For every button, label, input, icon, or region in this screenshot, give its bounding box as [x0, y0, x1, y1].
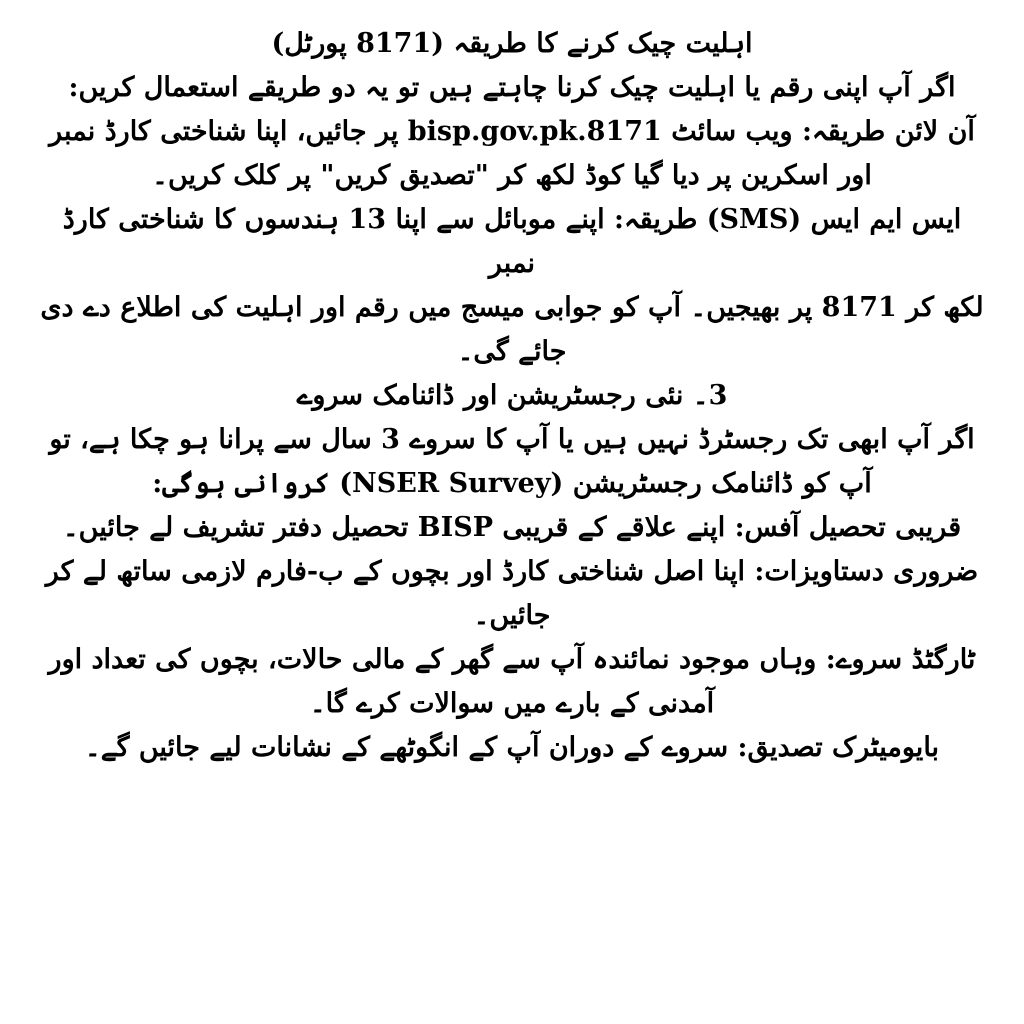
targeted-survey-paragraph [40, 638, 984, 726]
sms-method-line-2: لکھ کر 8171 پر بھیجیں۔ آپ کو جوابی میسج میں رقم اور اہلیت کی اطلاع دے دی [40, 292, 984, 323]
tehsil-office-paragraph [40, 506, 984, 550]
title-line: اہلیت چیک کرنے کا طریقہ (8171 پورٹل) [271, 28, 753, 59]
online-method-line-2: اور اسکرین پر دیا گیا کوڈ لکھ کر "تصدیق کریں" پر کلک کریں۔ [152, 160, 872, 191]
section-3-heading [40, 374, 984, 418]
targeted-survey-line-2: آمدنی کے بارے میں سوالات کرے گا۔ [309, 688, 715, 719]
intro-line: اگر آپ اپنی رقم یا اہلیت چیک کرنا چاہتے ہیں تو یہ دو طریقے استعمال کریں: [68, 72, 956, 103]
sms-method-line-3: جائے گی۔ [457, 336, 567, 367]
sms-method-paragraph [40, 198, 984, 374]
intro-paragraph [40, 66, 984, 110]
online-method-line-1: آن لائن طریقہ: ویب سائٹ 8171.bisp.gov.pk پر جائیں، اپنا شناختی کارڈ نمبر [49, 116, 975, 147]
section-3-intro-paragraph [40, 418, 984, 506]
section-3-intro-line-1: اگر آپ ابھی تک رجسٹرڈ نہیں ہیں یا آپ کا سروے 3 سال سے پرانا ہو چکا ہے، تو [49, 424, 975, 455]
section-3-intro-line-2: آپ کو ڈائنامک رجسٹریشن (NSER Survey) کروانی ہوگی: [152, 468, 872, 499]
biometric-line: بایومیٹرک تصدیق: سروے کے دوران آپ کے انگوٹھے کے نشانات لیے جائیں گے۔ [84, 732, 940, 763]
page-title [40, 22, 984, 66]
documents-line-1: ضروری دستاویزات: اپنا اصل شناختی کارڈ اور بچوں کے ب-فارم لازمی ساتھ لے کر [45, 556, 979, 587]
tehsil-office-line: قریبی تحصیل آفس: اپنے علاقے کے قریبی BISP تحصیل دفتر تشریف لے جائیں۔ [62, 512, 962, 543]
document-page [40, 22, 984, 1010]
sms-method-line-1: ایس ایم ایس (SMS) طریقہ: اپنے موبائل سے اپنا 13 ہندسوں کا شناختی کارڈ نمبر [62, 204, 962, 279]
online-method-paragraph [40, 110, 984, 198]
documents-line-2: جائیں۔ [473, 600, 551, 631]
targeted-survey-line-1: ٹارگٹڈ سروے: وہاں موجود نمائندہ آپ سے گھر کے مالی حالات، بچوں کی تعداد اور [48, 644, 976, 675]
documents-paragraph [40, 550, 984, 638]
section-3-heading-text: 3۔ نئی رجسٹریشن اور ڈائنامک سروے [296, 380, 728, 411]
biometric-paragraph [40, 726, 984, 770]
